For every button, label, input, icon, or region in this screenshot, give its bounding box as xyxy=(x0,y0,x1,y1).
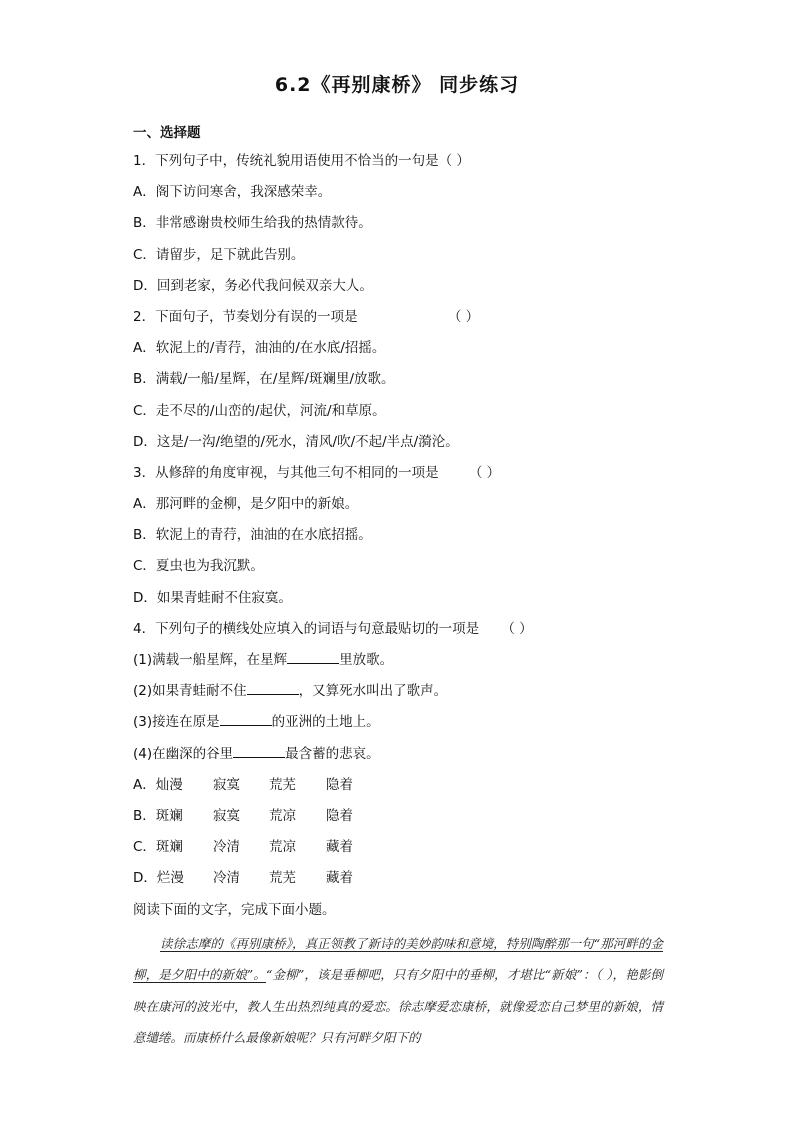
question-3-option-a: A．那河畔的金柳，是夕阳中的新娘。 xyxy=(133,496,359,513)
question-3-stem-row xyxy=(133,458,673,489)
option-word: 隐着 xyxy=(326,807,353,824)
question-1-option-c: C．请留步，足下就此告别。 xyxy=(133,246,305,263)
option-word: 冷清 xyxy=(213,870,240,887)
question-4-option-c xyxy=(133,832,673,863)
option-word: 隐着 xyxy=(326,776,353,793)
fill-blank xyxy=(220,711,272,726)
fill-sentence-2-pre: (2)如果青蛙耐不住 xyxy=(133,683,247,700)
fill-blank xyxy=(287,649,339,664)
fill-sentence-2-post: ，又算死水叫出了歌声。 xyxy=(298,683,448,700)
option-word: 寂寞 xyxy=(213,776,240,793)
fill-blank xyxy=(247,680,299,695)
fill-sentence-3-pre: (3)接连在原是 xyxy=(133,714,220,731)
option-word: D．烂漫 xyxy=(133,870,184,887)
question-2-answer-paren: （ ） xyxy=(447,308,480,325)
question-4-answer-paren: （ ） xyxy=(501,620,533,637)
question-3-option-b: B．软泥上的青荇，油油的在水底招摇。 xyxy=(133,527,372,544)
question-4-option-a xyxy=(133,770,673,801)
reading-instruction: 阅读下面的文字，完成下面小题。 xyxy=(133,901,336,918)
option-word: B．斑斓 xyxy=(133,807,183,824)
question-1-option-a: A．阁下访问寒舍，我深感荣幸。 xyxy=(133,184,332,201)
question-3-answer-paren: （ ） xyxy=(468,464,501,481)
question-2-option-a: A．软泥上的/青荇，油油的/在水底/招摇。 xyxy=(133,340,386,357)
question-2-option-b: B．满载/一船/星辉，在/星辉/斑斓里/放歌。 xyxy=(133,371,395,388)
option-word: A．灿漫 xyxy=(133,776,183,793)
option-word: 寂寞 xyxy=(213,807,240,824)
section-heading: 一、选择题 xyxy=(133,125,201,141)
question-1-stem: 1．下列句子中，传统礼貌用语使用不恰当的一句是（ ） xyxy=(133,153,470,169)
question-2-option-c: C．走不尽的/山峦的/起伏，河流/和草原。 xyxy=(133,402,386,419)
question-4-option-d xyxy=(133,863,673,894)
option-word: 藏着 xyxy=(326,839,353,856)
option-word: 冷清 xyxy=(213,839,240,856)
fill-sentence-4 xyxy=(133,739,673,770)
passage-body: “金柳”，该是垂柳吧，只有夕阳中的垂柳，才堪比“新娘”：（ ），艳影倒映在康河的波光中，教人生出热烈纯真的爱恋。徐志摩爱恋康桥，就像爱恋自己梦里的新娘，情意缱绻。而康桥什么最像新娘呢？只有河畔夕阳下的 xyxy=(133,967,663,1046)
fill-sentence-1-pre: (1)满载一船星辉，在星辉 xyxy=(133,652,288,668)
question-4-option-b xyxy=(133,801,673,832)
question-3-option-c: C．夏虫也为我沉默。 xyxy=(133,558,264,575)
question-4-stem: 4．下列句子的横线处应填入的词语与句意最贴切的一项是 xyxy=(133,620,480,637)
fill-sentence-4-post: 最含蓄的悲哀。 xyxy=(285,745,380,762)
option-word: 荒凉 xyxy=(269,807,296,824)
fill-sentence-1-post: 里放歌。 xyxy=(339,652,394,668)
question-3-stem: 3．从修辞的角度审视，与其他三句不相同的一项是 xyxy=(133,464,439,481)
option-word: 荒芜 xyxy=(269,776,296,793)
question-1-option-d: D．回到老家，务必代我问候双亲大人。 xyxy=(133,277,373,294)
fill-sentence-3-post: 的亚洲的土地上。 xyxy=(271,714,380,731)
page-title: 6.2《再别康桥》 同步练习 xyxy=(274,74,520,96)
question-3-option-d: D．如果青蛙耐不住寂寞。 xyxy=(133,589,292,606)
option-word: 荒凉 xyxy=(269,839,296,856)
fill-sentence-4-pre: (4)在幽深的谷里 xyxy=(133,745,234,762)
question-2-option-d: D．这是/一沟/绝望的/死水，清风/吹/不起/半点/漪沦。 xyxy=(133,433,459,450)
option-word: 荒芜 xyxy=(269,870,296,887)
question-4-stem-row xyxy=(133,614,673,645)
question-2-stem-row xyxy=(133,302,673,333)
fill-blank xyxy=(233,743,285,758)
question-2-stem: 2．下面句子，节奏划分有误的一项是 xyxy=(133,308,358,325)
fill-sentence-2 xyxy=(133,676,673,707)
question-1-option-b: B．非常感谢贵校师生给我的热情款待。 xyxy=(133,215,372,232)
passage-underlined-sentence: 读徐志摩的《再别康桥》，真正领教了新诗的美妙韵味和意境，特别陶醉那一句“那河畔的金柳，是夕阳中的新娘”。 xyxy=(133,936,663,983)
option-word: 藏着 xyxy=(326,870,353,887)
fill-sentence-3 xyxy=(133,707,673,738)
reading-passage xyxy=(133,928,663,1054)
exercise-body xyxy=(133,124,673,926)
option-word: C．斑斓 xyxy=(133,839,183,856)
fill-sentence-1 xyxy=(133,645,673,676)
